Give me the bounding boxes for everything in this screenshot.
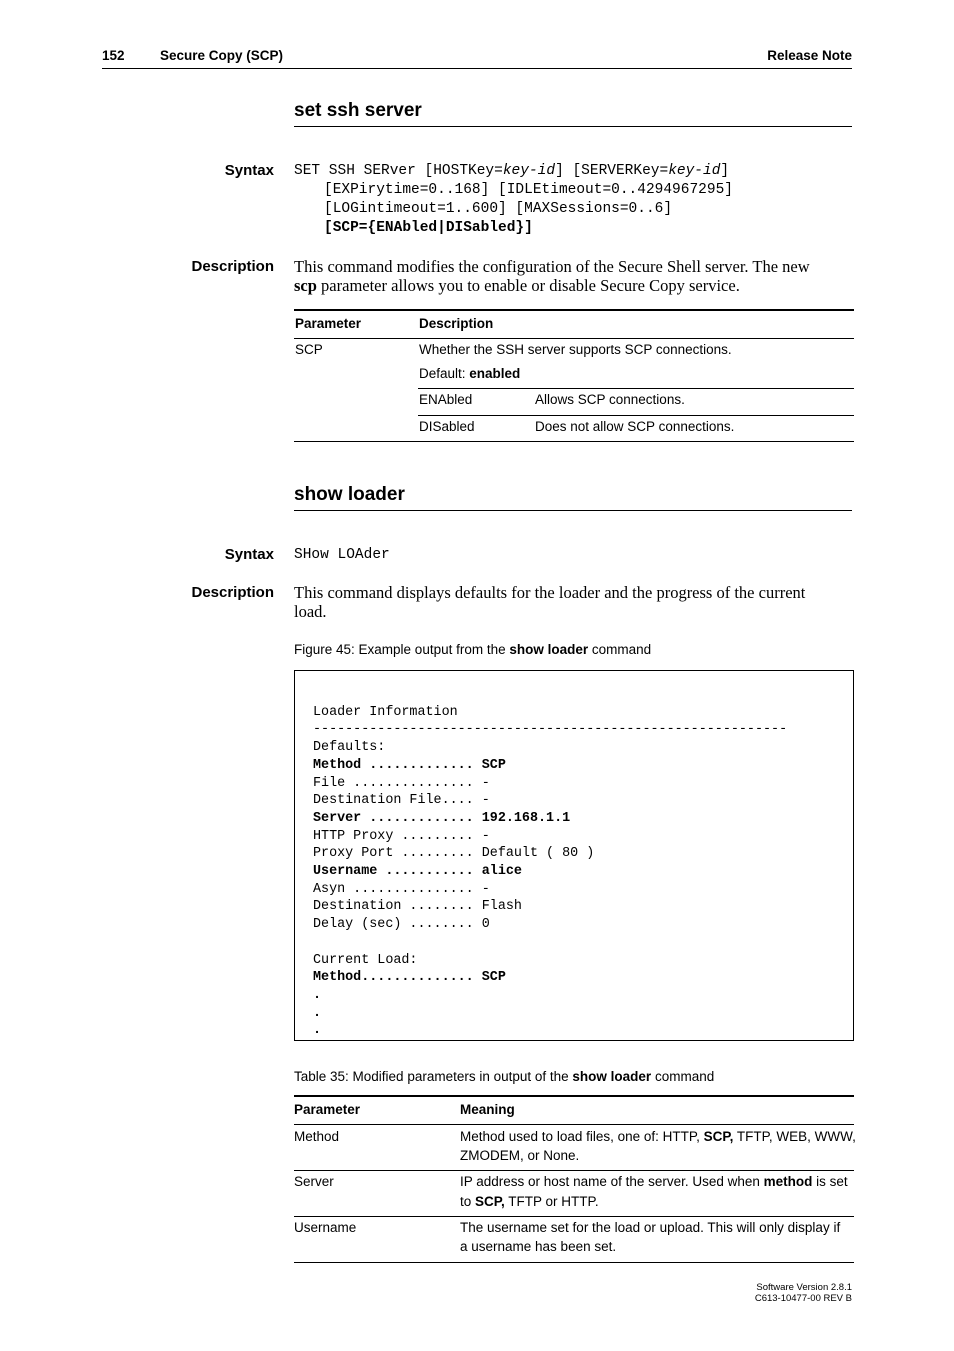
table-option-enabled-desc: Allows SCP connections. — [535, 392, 685, 407]
output-line: Method ............. SCP — [313, 757, 506, 773]
output-line: HTTP Proxy ......... - — [313, 828, 490, 844]
output-lines — [313, 686, 787, 1075]
table2-bottom-rule — [294, 1262, 854, 1263]
description-label: Description — [191, 258, 274, 275]
table-sub-rule-1 — [418, 388, 854, 389]
table2-param-method: Method — [294, 1129, 340, 1144]
output-line: Server ............. 192.168.1.1 — [313, 810, 571, 826]
output-line: Username ........... alice — [313, 864, 522, 880]
syntax-line-2: [EXPirytime=0..168] [IDLEtimeout=0..4294967295] — [324, 182, 733, 198]
table2-meaning-server-2: to SCP, TFTP or HTTP. — [460, 1194, 599, 1209]
heading-rule-2 — [294, 510, 852, 511]
output-line: Destination ........ Flash — [313, 899, 522, 915]
table2-header-meaning: Meaning — [460, 1102, 515, 1117]
table-option-disabled: DISabled — [419, 419, 475, 434]
table-default: Default: enabled — [419, 366, 521, 381]
heading-set-ssh-server: set ssh server — [294, 100, 422, 121]
syntax-line-1: SET SSH SERver [HOSTKey=key-id] [SERVERKey=key-id] — [294, 163, 730, 179]
syntax-label: Syntax — [224, 162, 274, 179]
table2-header-parameter: Parameter — [294, 1102, 361, 1117]
output-line: Proxy Port ......... Default ( 80 ) — [313, 846, 595, 862]
syntax-label-2: Syntax — [224, 546, 274, 563]
syntax-line-4: [SCP={ENAbled|DISabled}] — [324, 220, 533, 236]
section-title: Secure Copy (SCP) — [160, 48, 284, 63]
output-line: . — [313, 1005, 322, 1021]
description-line-2: scp parameter allows you to enable or disable Secure Copy service. — [294, 276, 740, 295]
footer-doc-id: C613-10477-00 REV B — [754, 1293, 852, 1304]
table2-top-rule — [294, 1095, 854, 1097]
output-line: Current Load: — [313, 952, 418, 968]
output-line: ----------------------------------------------------------- — [313, 722, 788, 738]
table2-row-rule — [294, 1216, 854, 1217]
table-option-disabled-desc: Does not allow SCP connections. — [535, 419, 735, 434]
table2-meaning-method-2: ZMODEM, or None. — [460, 1148, 580, 1163]
heading-rule — [294, 126, 852, 127]
output-line: File ............... - — [313, 775, 490, 791]
heading-show-loader: show loader — [294, 484, 405, 505]
table-header-parameter: Parameter — [295, 316, 362, 331]
syntax-show-loader: SHow LOAder — [294, 547, 390, 563]
table-top-rule — [294, 309, 854, 311]
figure-caption: Figure 45: Example output from the show loader command — [294, 642, 652, 657]
description-label-2: Description — [191, 584, 274, 601]
page-number: 152 — [102, 48, 125, 63]
table2-param-server: Server — [294, 1174, 334, 1189]
syntax-line-3: [LOGintimeout=1..600] [MAXSessions=0..6] — [324, 201, 673, 217]
output-line: Loader Information — [313, 704, 458, 720]
output-line: Method.............. SCP — [313, 970, 506, 986]
description-line-1: This command modifies the configuration of the Secure Shell server. The new — [294, 257, 810, 276]
table-caption: Table 35: Modified parameters in output of the show loader command — [294, 1069, 715, 1084]
table2-meaning-method-1: Method used to load files, one of: HTTP, SCP, TFTP, WEB, WWW, — [460, 1129, 856, 1144]
output-line: Asyn ............... - — [313, 881, 490, 897]
table2-row-rule — [294, 1170, 854, 1171]
output-line: . — [313, 987, 322, 1003]
table-param-scp: SCP — [295, 342, 323, 357]
table2-meaning-username-2: a username has been set. — [460, 1239, 617, 1254]
table-option-enabled: ENAbled — [419, 392, 473, 407]
output-line — [313, 934, 787, 952]
description-2-line-1: This command displays defaults for the loader and the progress of the current — [294, 583, 806, 602]
doc-type: Release Note — [767, 48, 852, 63]
footer-version: Software Version 2.8.1 — [756, 1282, 852, 1293]
output-box — [294, 670, 854, 1041]
table-header-rule — [294, 338, 854, 339]
table-header-description: Description — [419, 316, 494, 331]
description-2-line-2: load. — [294, 602, 327, 621]
table2-header-rule — [294, 1124, 854, 1125]
header-rule — [102, 68, 852, 69]
table2-param-username: Username — [294, 1220, 357, 1235]
output-line: Defaults: — [313, 740, 386, 756]
table-desc: Whether the SSH server supports SCP connections. — [419, 342, 732, 357]
output-line: . — [313, 1023, 322, 1039]
table-bottom-rule — [294, 441, 854, 442]
table2-meaning-username-1: The username set for the load or upload. This will only display if — [460, 1220, 841, 1235]
output-line: Destination File.... - — [313, 793, 490, 809]
table2-meaning-server-1: IP address or host name of the server. Used when method is set — [460, 1174, 848, 1189]
output-line: Delay (sec) ........ 0 — [313, 917, 490, 933]
table-sub-rule-2 — [418, 415, 854, 416]
